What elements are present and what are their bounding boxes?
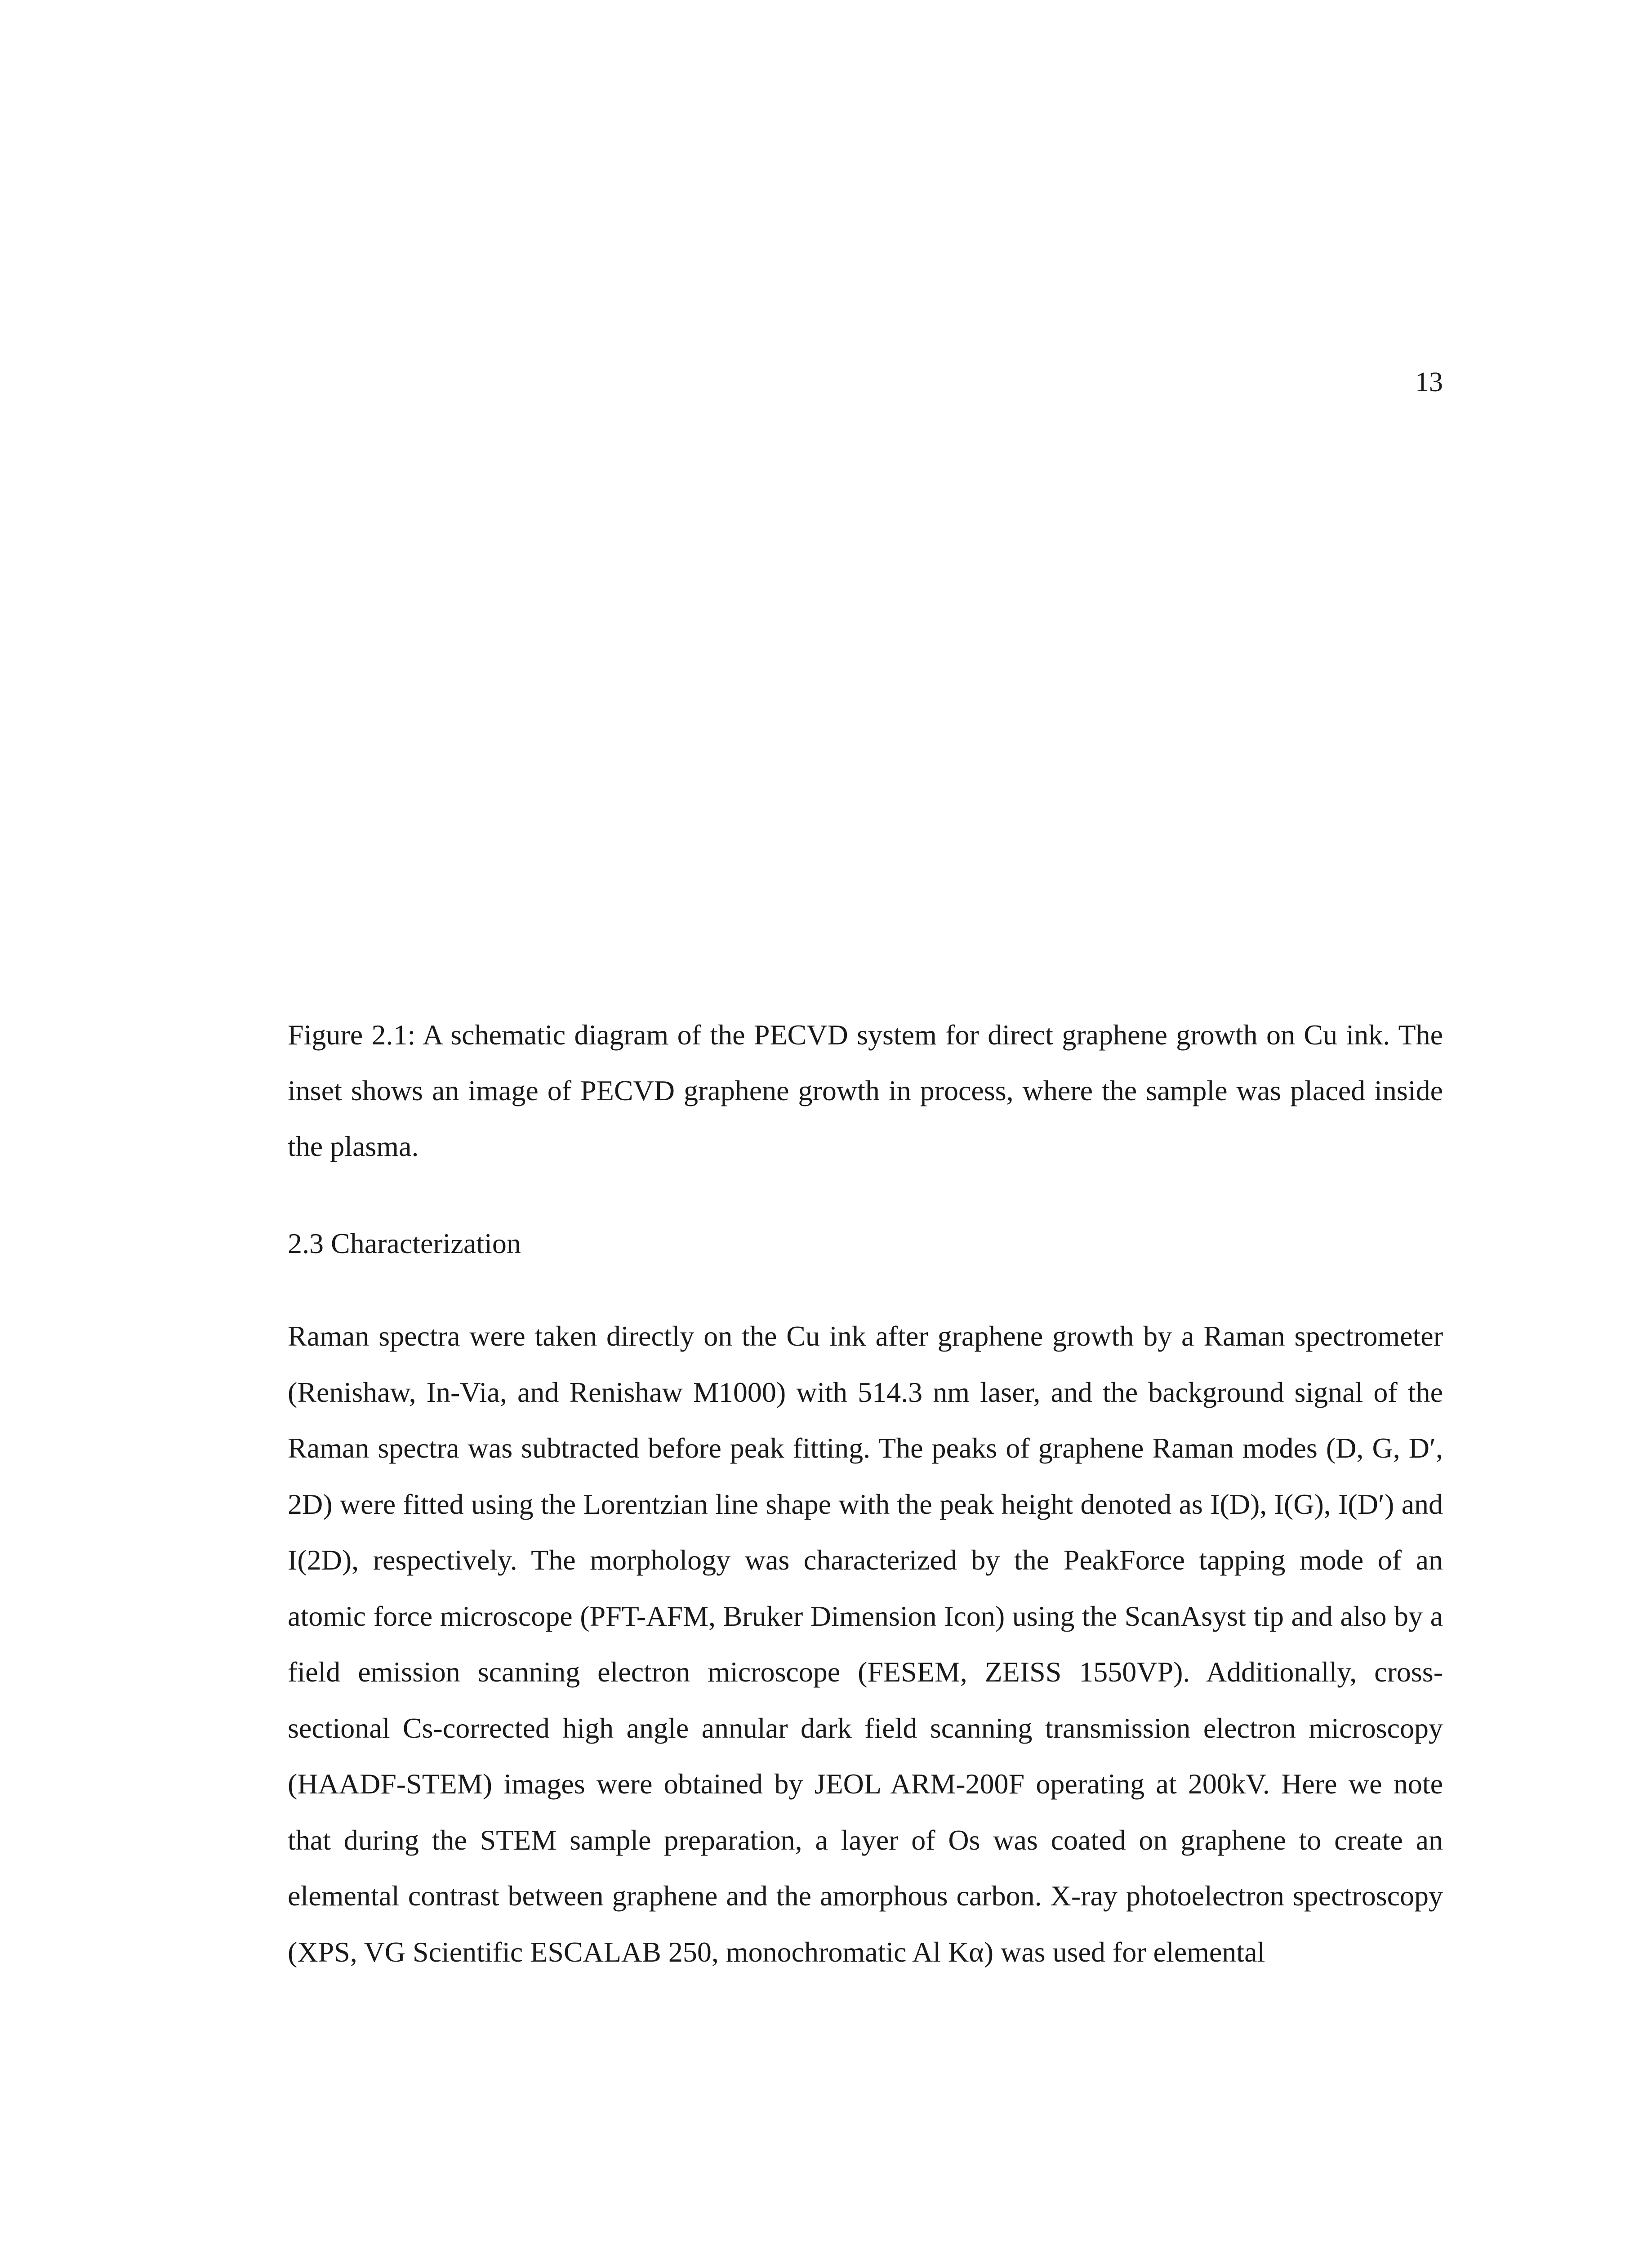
page-number: 13 xyxy=(1415,367,1443,397)
body-paragraph: Raman spectra were taken directly on the Cu ink after graphene growth by a Raman spectrometer (Renishaw, In-Via, and Renishaw M1000) with 514.3 nm laser, and the background signal of the Raman spectra was subtracted before peak fitting. The peaks of graphene Raman modes (D, G, D′, 2D) were fitted using the Lorentzian line shape with the peak height denoted as I(D), I(G), I(D′) and I(2D), respectively. The morphology was characterized by the PeakForce tapping mode of an atomic force microscope (PFT-AFM, Bruker Dimension Icon) using the ScanAsyst tip and also by a field emission scanning electron microscope (FESEM, ZEISS 1550VP). Additionally, cross-sectional Cs-corrected high angle annular dark field scanning transmission electron microscopy (HAADF-STEM) images were obtained by JEOL ARM-200F operating at 200kV. Here we note that during the STEM sample preparation, a layer of Os was coated on graphene to create an elemental contrast between graphene and the amorphous carbon. X-ray photoelectron spectroscopy (XPS, VG Scientific ESCALAB 250, monochromatic Al Kα) was used for elemental xyxy=(288,1320,1443,1968)
figure-caption: Figure 2.1: A schematic diagram of the PECVD system for direct graphene growth on Cu ink. The inset shows an image of PECVD graphene growth in process, where the sample was placed inside the plasma. xyxy=(288,1019,1443,1162)
section-heading: 2.3 Characterization xyxy=(288,1227,521,1259)
figure-area xyxy=(288,472,1443,976)
